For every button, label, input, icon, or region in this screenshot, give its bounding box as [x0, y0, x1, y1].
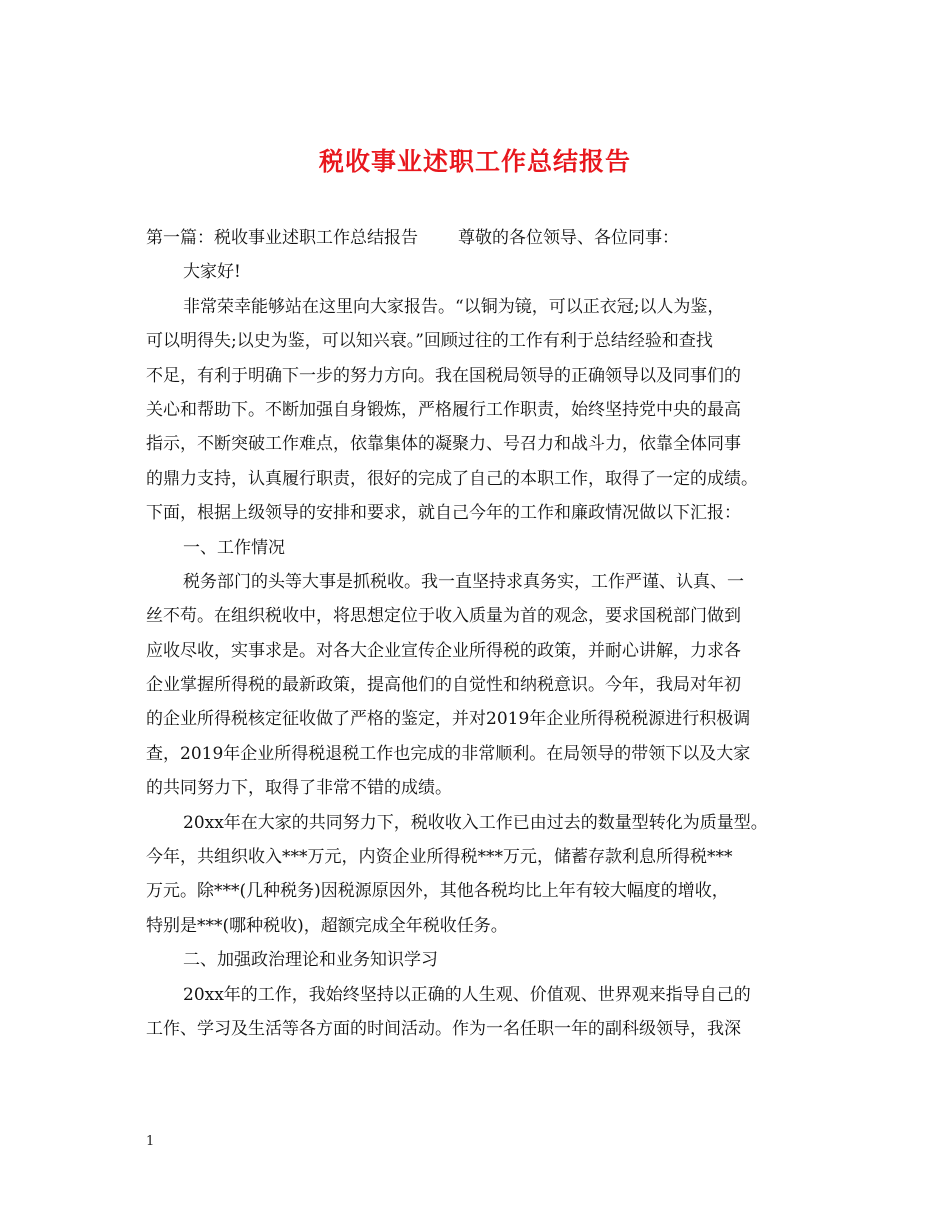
paragraph-line: 税务部门的头等大事是抓税收。我一直坚持求真务实，工作严谨、认真、一	[183, 571, 744, 592]
document-title: 税收事业述职工作总结报告	[318, 147, 631, 176]
opening-line	[146, 221, 816, 255]
paragraph-line: 不足，有利于明确下一步的努力方向。我在国税局领导的正确领导以及同事们的	[146, 365, 741, 386]
paragraph-line: 指示，不断突破工作难点，依靠集体的凝聚力、号召力和战斗力，依靠全体同事	[146, 434, 741, 455]
paragraph-line: 的鼎力支持，认真履行职责，很好的完成了自己的本职工作，取得了一定的成绩。	[146, 468, 758, 489]
section-heading: 一、工作情况	[183, 537, 285, 558]
paragraph-line: 大家好!	[183, 262, 241, 283]
paragraph-line: 今年，共组织收入***万元，内资企业所得税***万元，储蓄存款利息所得税***	[146, 847, 733, 868]
paragraph-line: 20xx年在大家的共同努力下，税收收入工作已由过去的数量型转化为质量型。	[183, 812, 768, 833]
paragraph-line: 的企业所得税核定征收做了严格的鉴定，并对2019年企业所得税税源进行积极调	[146, 709, 751, 730]
salutation: 尊敬的各位领导、各位同事：	[458, 228, 679, 248]
paragraph-line: 下面，根据上级领导的安排和要求，就自己今年的工作和廉政情况做以下汇报：	[146, 503, 741, 524]
chapter-heading: 第一篇：税收事业述职工作总结报告	[146, 228, 418, 248]
paragraph-line: 工作、学习及生活等各方面的时间活动。作为一名任职一年的副科级领导，我深	[146, 1018, 741, 1039]
paragraph-line: 可以明得失;以史为鉴，可以知兴衰。”回顾过往的工作有利于总结经验和查找	[146, 331, 713, 352]
paragraph-line: 企业掌握所得税的最新政策，提高他们的自觉性和纳税意识。今年，我局对年初	[146, 675, 741, 696]
page-number: 1	[146, 1134, 155, 1149]
paragraph-line: 丝不苟。在组织税收中，将思想定位于收入质量为首的观念，要求国税部门做到	[146, 606, 741, 627]
paragraph-line: 非常荣幸能够站在这里向大家报告。“以铜为镜，可以正衣冠;以人为鉴，	[183, 296, 725, 317]
paragraph-line: 的共同努力下，取得了非常不错的成绩。	[146, 778, 452, 799]
paragraph-line: 特别是***(哪种税收)，超额完成全年税收任务。	[146, 915, 508, 936]
paragraph-line: 20xx年的工作，我始终坚持以正确的人生观、价值观、世界观来指导自己的	[183, 984, 751, 1005]
paragraph-line: 查，2019年企业所得税退税工作也完成的非常顺利。在局领导的带领下以及大家	[146, 743, 751, 764]
paragraph-line: 关心和帮助下。不断加强自身锻炼，严格履行工作职责，始终坚持党中央的最高	[146, 399, 741, 420]
section-heading: 二、加强政治理论和业务知识学习	[183, 950, 438, 971]
document-body	[146, 221, 816, 1046]
paragraph-line: 万元。除***(几种税务)因税源原因外，其他各税均比上年有较大幅度的增收，	[146, 881, 729, 902]
paragraph-line: 应收尽收，实事求是。对各大企业宣传企业所得税的政策，并耐心讲解，力求各	[146, 640, 741, 661]
